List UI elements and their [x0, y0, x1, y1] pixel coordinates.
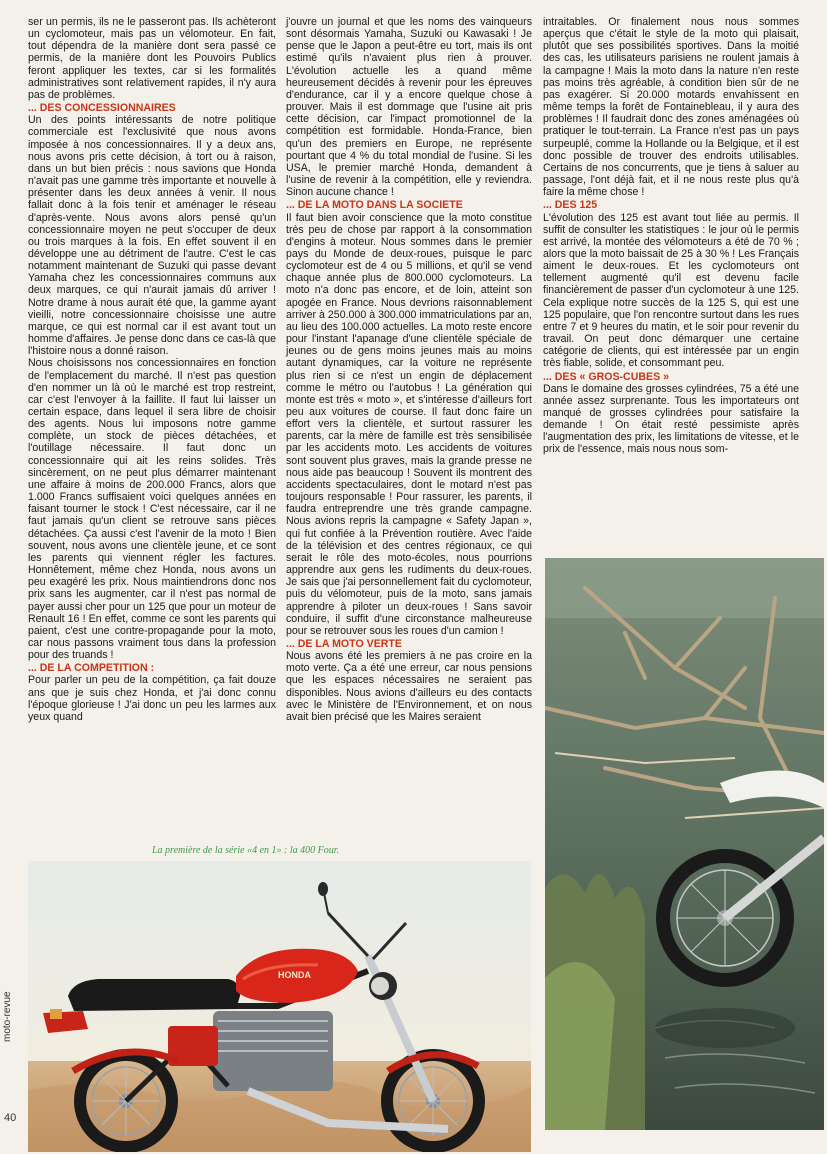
- photo-caption: La première de la série «4 en 1» : la 400 Four.: [152, 845, 340, 856]
- section-heading-societe: ... DE LA MOTO DANS LA SOCIETE: [286, 199, 463, 212]
- paragraph: Pour parler un peu de la compétition, ça fait douze ans que je suis chez Honda, et j'ai donc connu l'époque glorieuse ! J'ai donc un peu les larmes aux yeux quand: [28, 674, 276, 723]
- magazine-label: moto-revue: [2, 991, 13, 1042]
- text-column-1: [28, 16, 276, 723]
- paragraph: Dans le domaine des grosses cylindrées, 75 a été une année assez surprenante. Tous les importateurs ont manqué de grosses cylindrées pour satisfaire la demande ! On était resté pessimiste après l'augmentation des prix, les limitations de vitesse, et le prix de l'essence, mais nous nous som-: [543, 382, 799, 456]
- tank-logo: HONDA: [278, 970, 311, 980]
- section-heading-moto-verte: ... DE LA MOTO VERTE: [286, 637, 402, 650]
- page-number: 40: [4, 1112, 17, 1124]
- section-heading-gros-cubes: ... DES « GROS-CUBES »: [543, 370, 669, 383]
- section-heading-competition: ... DE LA COMPETITION :: [28, 662, 155, 675]
- section-heading-125: ... DES 125: [543, 199, 598, 212]
- paragraph: Un des points intéressants de notre politique commerciale est l'exclusivité que nous avons imposée à nos concessionnaires. Il y a deux ans, nous avons pris cette décision, à tort ou à raison, dans un but bien précis : nous savions que Honda n'avait pas une gamme très importante et nouvelle à présenter dans les deux années à venir. Il nous fallait donc à la fois tenir et aménager le réseau d'après-vente. Nous avons alors pensé qu'un concessionnaire moyen ne peut s'occuper de deux ou trois marques à la fois. En effet souvent il en développe une au détriment de l'autre. C'est le cas notamment maintenant de Suzuki qui passe devant Yamaha chez les concessionnaires communs aux deux marques, ce qui n'aurait jamais dû arriver ! Notre drame à nous aurait été que, la gamme ayant vieilli, notre concessionnaire choisisse une autre marque, ce qui est normal car il est avant tout un homme d'affaires. Je pense donc dans ce cas-là que l'histoire nous a donné raison.: [28, 114, 276, 358]
- photo-trail-bike-water: [545, 558, 824, 1130]
- paragraph: Il faut bien avoir conscience que la moto constitue très peu de chose par rapport à la consommation d'engins à moteur. Nous sommes dans le premier pays du Monde de deux-roues, puisque le parc cyclomoteur est de 4 ou 5 millions, et qu'il se vend chaque année plus de 800.000 cyclomoteurs. La moto n'a donc pas encore, et de loin, atteint son apogée en France. Nous devrions raisonnablement arriver à 250.000 à 300.000 immatriculations par an, au lieu des 100.000 actuelles. La moto reste encore pour l'instant l'apanage d'une clientèle spéciale de jeunes ou de gens moins jeunes mais au moins autant dynamiques, car la voiture ne représente plus rien si ce n'est un engin de déplacement comme le métro ou l'autobus ! La génération qui monte est très « moto », et s'intéresse d'ailleurs fort peu aux voitures de course. Il faut donc faire un effort vers la clientèle, et surtout rassurer les parents, car la mère de famille est très sensibilisée par les accidents moto. Les accidents de voitures sont souvent plus graves, mais la grande presse ne nous aide pas beaucoup ! Souvent ils montrent des accidents spectaculaires, dont le motard n'est pas toujours responsable ! Pour rassurer, les parents, il faudra entreprendre une très grande campagne. Nous avions repris la campagne « Safety Japan », qui fut confiée à la Prévention routière. Avec l'aide de la télévision et des centres régionaux, ce qui serait le rôle des moto-écoles, nous pourrions apprendre aux gens les rudiments du deux-roues. Je sais que j'ai personnellement fait du cyclomoteur, puis du vélomoteur, puis de la moto, sans jamais apprendre à piloter un deux-roues ! Sans savoir conduire, il suffit d'une circonstance malheureuse pour se retrouver sous les roues d'un camion !: [286, 211, 532, 637]
- text-column-3: [543, 16, 799, 456]
- paragraph: L'évolution des 125 est avant tout liée au permis. Il suffit de consulter les statistiques : le jour où le permis est arrivé, la montée des vélomoteurs a été de 70 % ; alors que la moto baissait de 25 à 30 % ! Les Français aiment le deux-roues. Et les cyclomoteurs ont tellement augmenté qu'il est devenu facile financièrement de passer d'un cyclomoteur à une 125. Cela explique notre succès de la 125 S, qui est une 125 populaire, que l'on rencontre surtout dans les rues entre 7 et 9 heures du matin, et le soir pour revenir du travail. On peut donc démarquer une certaine catégorie de clients, qui est intéressée par un engin très fiable, solide, et consommant peu.: [543, 211, 799, 370]
- paragraph: intraitables. Or finalement nous nous sommes aperçus que c'était le style de la moto qui plaisait, plutôt que ses possibilités sportives. Dans la moitié des cas, les utilisateurs parisiens ne roulent jamais à la campagne ! Mais la moto dans la nature n'en reste pas moins très agréable, à condition bien sûr de ne pas exagérer. Si 20.000 motards envahissent en même temps la forêt de Fontainebleau, il y aura des problèmes ! Il faudrait donc des zones aménagées où pratiquer le tout-terrain. La France n'est pas un pays surpeuplé, comme la Hollande ou la Belgique, et il est donc possible de trouver des endroits utilisables. Certains de nos concurrents, que je tiens à saluer au passage, l'ont déjà fait, et il ne nous reste plus qu'à faire la même chose !: [543, 16, 799, 199]
- paragraph: Nous choisissons nos concessionnaires en fonction de l'emplacement du marché. Il n'est pas question d'en nommer un là où le marché est trop restreint, car c'est l'envoyer à la faillite. Il faut lui laisser un certain espace, dans lequel il sera libre de choisir des agents. Nous lui imposons notre gamme complète, un stock de pièces détachées, et l'outillage nécessaire. Il faut donc un concessionnaire qui ait les reins solides. Très sincèrement, on ne peut plus démarrer maintenant une affaire à moins de 200.000 Francs, alors que 1.000 Francs suffisaient voici quelques années en faisant tourner le stock ! C'est nécessaire, car il ne faut jamais qu'un client se retrouve sans pièces détachées. Ça aussi c'est l'avenir de la moto ! Bien souvent, nous avons une clientèle jeune, et ce sont les parents qui viennent régler les factures. Honnêtement, même chez Honda, nous avons un peu exagéré les prix. Nous maintiendrons donc nos prix sans les augmenter, car il n'est pas normal de payer aussi cher pour un 125 que pour un moteur de Renault 16 ! En effet, comme ce sont les parents qui paient, c'est une contre-propagande pour la moto, car nous passons vraiment tous dans la profession pour des truands !: [28, 357, 276, 662]
- paragraph: Nous avons été les premiers à ne pas croire en la moto verte. Ça a été une erreur, car nous pensions que les espaces nécessaires ne seraient pas disponibles. Nous avions d'ailleurs eu des contacts avec le Ministère de l'Environnement, et on nous avait bien précisé que les Maires seraient: [286, 650, 532, 723]
- photo-honda-400-four: [28, 861, 531, 1152]
- paragraph: j'ouvre un journal et que les noms des vainqueurs sont désormais Yamaha, Suzuki ou Kawasaki ! Je pense que le Japon a peut-être eu tort, mais ils ont estimé qu'ils n'avaient plus rien à prouver. L'évolution actuelle les a quand même heureusement décidés à revenir pour les épreuves d'endurance, car il y a encore quelque chose à prouver. Mais il est dommage que l'usine ait pris cette décision, car l'impact promotionnel de la compétition est formidable. Honda-France, bien qu'un des premiers en Europe, ne représente pourtant que 4 % du total mondial de l'usine. Si les USA, le premier marché Honda, demandent à l'usine de revenir à la compétition, elle y reviendra. Sinon aucune chance !: [286, 16, 532, 199]
- text-column-2: [286, 16, 532, 723]
- section-heading-concessionnaires: ... DES CONCESSIONNAIRES: [28, 102, 176, 115]
- paragraph: ser un permis, ils ne le passeront pas. Ils achèteront un cyclomoteur, mais pas un vélomoteur. En fait, tout dépendra de la manière dont sera passé ce permis, de la manière dont les Pouvoirs Publics feront appliquer les textes, car si les formalités administratives sont relativement rapides, il n'y aura pas de problèmes.: [28, 16, 276, 101]
